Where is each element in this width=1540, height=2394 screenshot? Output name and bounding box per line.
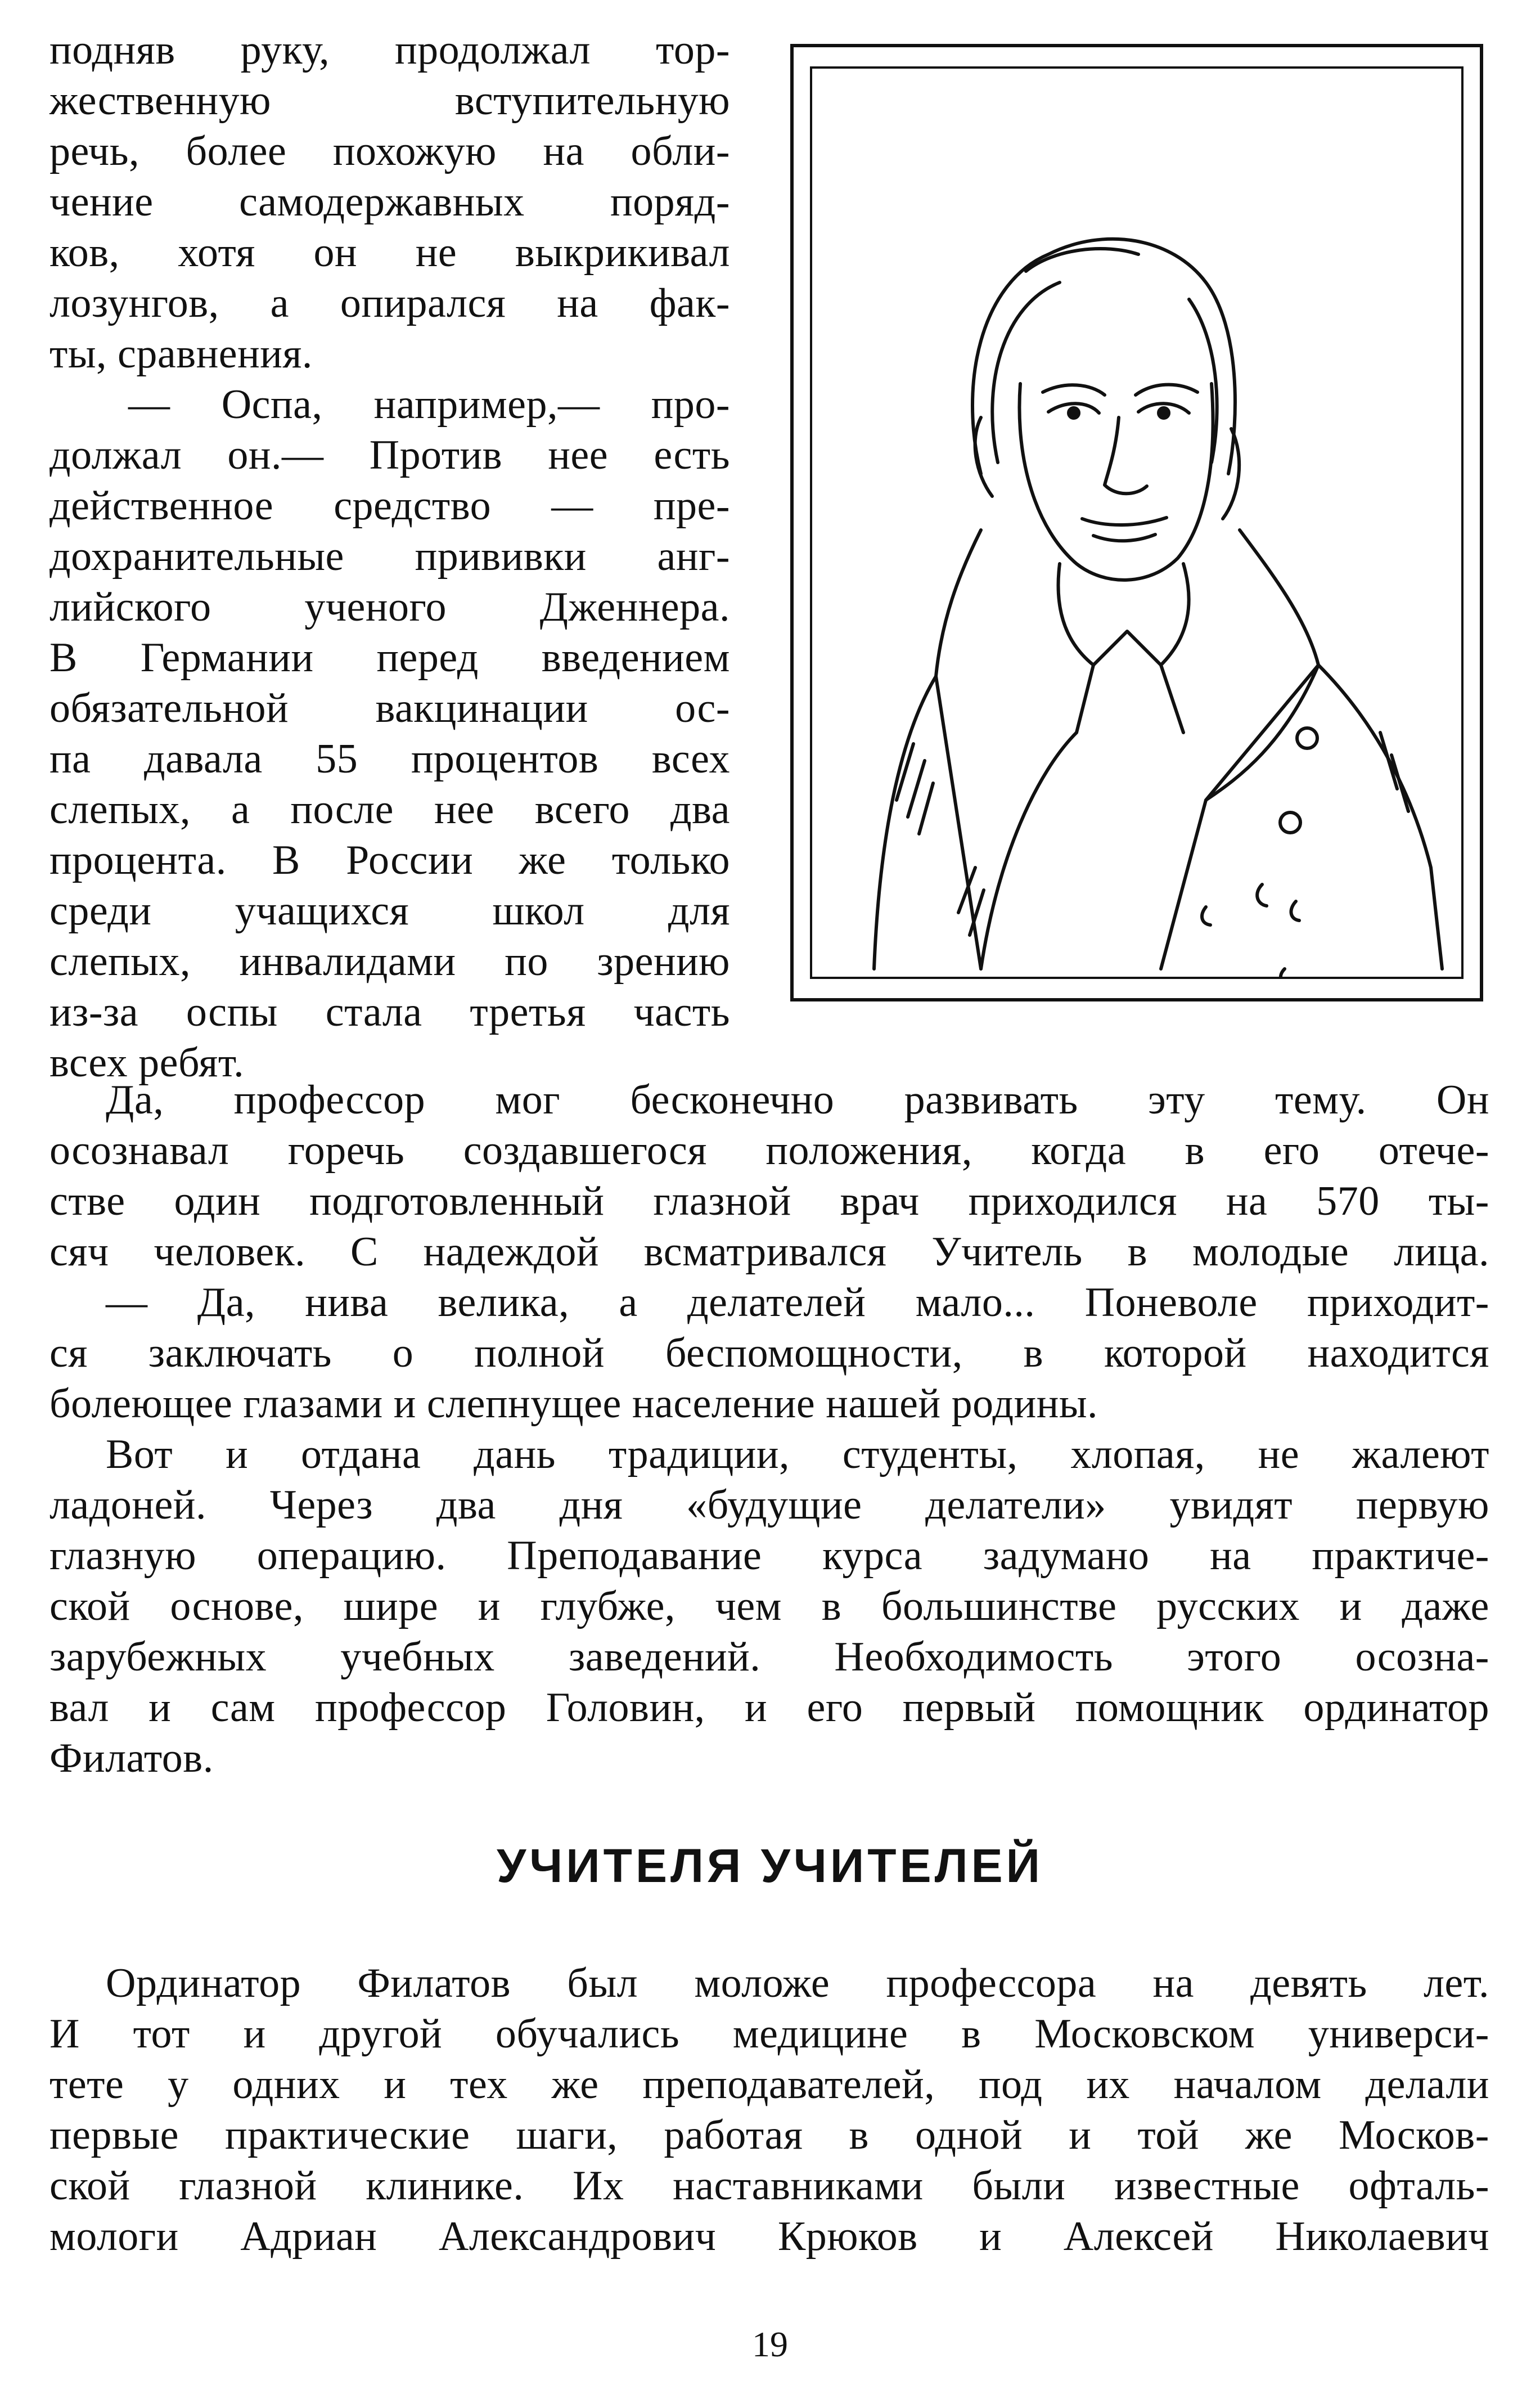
text-line: ской глазной клинике. Их наставниками были известные офталь- bbox=[49, 2163, 1489, 2209]
portrait-illustration bbox=[812, 69, 1461, 977]
text-line: — Оспа, например,— про- bbox=[128, 381, 730, 428]
text-line: дохранительные прививки анг- bbox=[49, 533, 730, 580]
text-line: лозунгов, а опирался на фак- bbox=[49, 280, 730, 326]
coat-button bbox=[1281, 969, 1288, 977]
coat-button bbox=[1297, 728, 1317, 748]
text-line: ков, хотя он не выкрикивал bbox=[49, 230, 730, 276]
coat-button bbox=[1280, 812, 1300, 833]
text-line: И тот и другой обучались медицине в Московском универси- bbox=[49, 2011, 1489, 2057]
text-line: обязательной вакцинации ос- bbox=[49, 685, 730, 731]
text-line: тете у одних и тех же преподавателей, под их началом делали bbox=[49, 2061, 1489, 2108]
text-line: среди учащихся школ для bbox=[49, 888, 730, 934]
coat-button bbox=[1291, 901, 1299, 920]
text-line: ся заключать о полной беспомощности, в которой находится bbox=[49, 1330, 1489, 1376]
text-line: стве один подготовленный глазной врач приходился на 570 ты- bbox=[49, 1178, 1489, 1224]
text-line: глазную операцию. Преподавание курса задумано на практиче- bbox=[49, 1533, 1489, 1579]
text-line: мологи Адриан Александрович Крюков и Алексей Николаевич bbox=[49, 2213, 1489, 2260]
text-line: Филатов. bbox=[49, 1735, 214, 1781]
page-number: 19 bbox=[752, 2324, 788, 2364]
mouth bbox=[1082, 518, 1167, 525]
text-line: осознавал горечь создавшегося положения, когда в его отече- bbox=[49, 1128, 1489, 1174]
text-line: должал он.— Против нее есть bbox=[49, 432, 730, 478]
text-line: действенное средство — пре- bbox=[49, 483, 730, 529]
text-line: вал и сам профессор Головин, и его первый помощник ординатор bbox=[49, 1685, 1489, 1731]
coat-left-lapel bbox=[936, 530, 981, 969]
text-line: подняв руку, продолжал тор- bbox=[49, 27, 730, 73]
coat-button bbox=[1257, 884, 1267, 906]
text-line: ской основе, шире и глубже, чем в большинстве русских и даже bbox=[49, 1583, 1489, 1629]
text-line: ты, сравнения. bbox=[49, 331, 313, 377]
text-line: Ординатор Филатов был моложе профессора на девять лет. bbox=[106, 1960, 1489, 2006]
text-line: Вот и отдана дань традиции, студенты, хлопая, не жалеют bbox=[106, 1431, 1489, 1477]
text-line: процента. В России же только bbox=[49, 837, 730, 883]
text-line: первые практические шаги, работая в одной и той же Москов- bbox=[49, 2112, 1489, 2158]
hair-outline bbox=[972, 239, 1235, 474]
text-line: Да, профессор мог бесконечно развивать эту тему. Он bbox=[106, 1077, 1489, 1123]
nose bbox=[1105, 417, 1147, 493]
text-line: жественную вступительную bbox=[49, 78, 730, 124]
text-line: слепых, инвалидами по зрению bbox=[49, 938, 730, 985]
text-line: па давала 55 процентов всех bbox=[49, 736, 730, 782]
text-line: болеющее глазами и слепнущее население нашей родины. bbox=[49, 1381, 1098, 1427]
text-line: лийского ученого Дженнера. bbox=[49, 584, 730, 630]
coat-button bbox=[1202, 907, 1210, 925]
text-line: В Германии перед введением bbox=[49, 635, 730, 681]
text-line: всех ребят. bbox=[49, 1040, 245, 1086]
text-line: сяч человек. С надеждой всматривался Учитель в молодые лица. bbox=[49, 1229, 1489, 1275]
section-heading: УЧИТЕЛЯ УЧИТЕЛЕЙ bbox=[497, 1839, 1043, 1892]
text-line: — Да, нива велика, а делателей мало... Поневоле приходит- bbox=[106, 1279, 1489, 1326]
text-line: чение самодержавных поряд- bbox=[49, 179, 730, 225]
text-line: речь, более похожую на обли- bbox=[49, 128, 730, 174]
text-line: слепых, а после нее всего два bbox=[49, 787, 730, 833]
text-line: из-за оспы стала третья часть bbox=[49, 989, 730, 1035]
text-line: ладоней. Через два дня «будущие делатели» увидят первую bbox=[49, 1482, 1489, 1528]
text-line: зарубежных учебных заведений. Необходимость этого осозна- bbox=[49, 1634, 1489, 1680]
